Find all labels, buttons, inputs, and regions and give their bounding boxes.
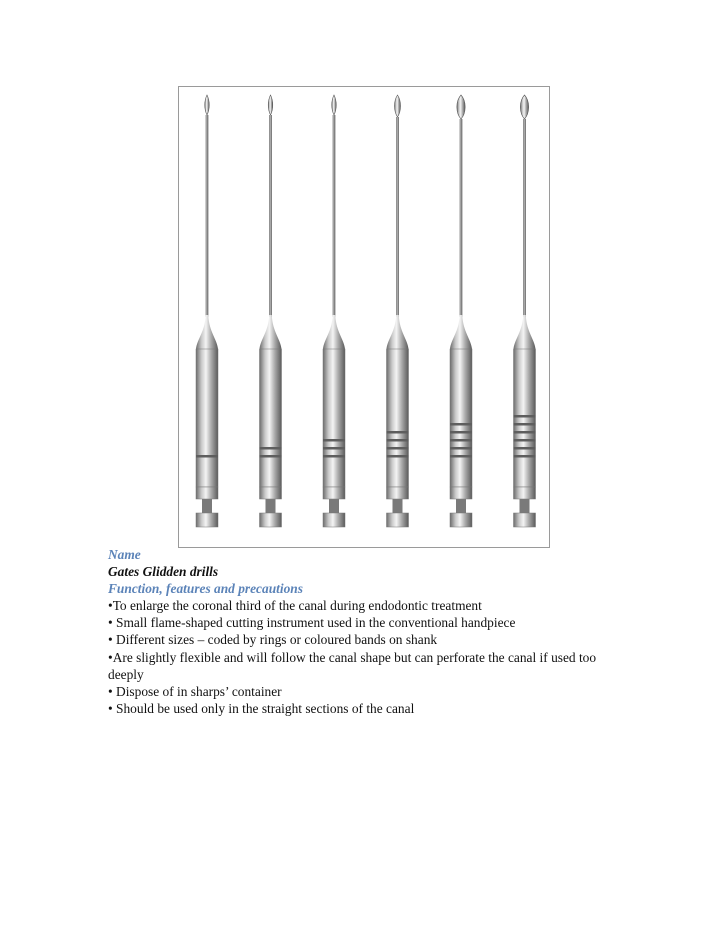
drill-shaft <box>396 117 399 317</box>
drill-taper <box>514 315 536 349</box>
drill-head <box>268 95 273 115</box>
drill-head <box>395 95 401 117</box>
drill <box>450 95 472 527</box>
drill-taper <box>450 315 472 349</box>
drill-taper <box>196 315 218 349</box>
bullet-item: • Different sizes – coded by rings or coloured bands on shank <box>108 632 438 648</box>
drill-end <box>450 513 472 527</box>
drill-ring <box>196 455 218 458</box>
drill-ring <box>514 415 536 418</box>
drill-latch <box>196 487 218 499</box>
drill-ring <box>323 447 345 450</box>
drill-latch <box>323 487 345 499</box>
drill-taper <box>387 315 409 349</box>
drill-end <box>260 513 282 527</box>
drill-shank <box>387 349 409 487</box>
drill <box>323 95 345 527</box>
drill-shank <box>450 349 472 487</box>
drill-notch <box>202 499 212 513</box>
drill-ring <box>514 423 536 426</box>
drill-head <box>205 95 210 115</box>
drill-ring <box>514 439 536 442</box>
drill <box>387 95 409 527</box>
drill-shaft <box>206 115 209 317</box>
bullet-item: • Dispose of in sharps’ container <box>108 683 282 699</box>
drill <box>260 95 282 527</box>
drill-shank <box>260 349 282 487</box>
drill-end <box>514 513 536 527</box>
description-text <box>108 546 608 717</box>
drill-notch <box>329 499 339 513</box>
drill-shank <box>514 349 536 487</box>
drill-end <box>387 513 409 527</box>
drill-ring <box>450 431 472 434</box>
drill <box>514 95 536 527</box>
drill-ring <box>450 447 472 450</box>
drill-latch <box>387 487 409 499</box>
drill-head <box>457 95 465 119</box>
drill-ring <box>450 455 472 458</box>
drill-ring <box>514 431 536 434</box>
drill-shank <box>196 349 218 487</box>
drill-ring <box>323 455 345 458</box>
drill-ring <box>450 423 472 426</box>
drill-shaft <box>333 115 336 317</box>
bullet-item: •Are slightly flexible and will follow the canal shape but can perforate the canal if used too deeply <box>108 649 597 682</box>
drill-ring <box>260 447 282 450</box>
function-label: Function, features and precautions <box>108 581 303 597</box>
drill-ring <box>387 455 409 458</box>
drill-notch <box>266 499 276 513</box>
drill-ring <box>387 447 409 450</box>
drill-shank <box>323 349 345 487</box>
drill-notch <box>456 499 466 513</box>
drill-ring <box>387 431 409 434</box>
drill-end <box>196 513 218 527</box>
instrument-name: Gates Glidden drills <box>108 564 219 580</box>
drill-notch <box>393 499 403 513</box>
drill <box>196 95 218 527</box>
drill-taper <box>260 315 282 349</box>
drill-latch <box>450 487 472 499</box>
drill-taper <box>323 315 345 349</box>
drills-illustration <box>179 87 551 549</box>
bullet-item: • Should be used only in the straight sections of the canal <box>108 700 415 716</box>
drill-ring <box>514 447 536 450</box>
drill-ring <box>260 455 282 458</box>
drill-shaft <box>523 119 526 317</box>
bullet-item: • Small flame-shaped cutting instrument used in the conventional handpiece <box>108 615 516 631</box>
bullet-item: •To enlarge the coronal third of the canal during endodontic treatment <box>108 598 482 614</box>
drill-head <box>332 95 337 115</box>
name-label: Name <box>108 547 141 562</box>
drill-end <box>323 513 345 527</box>
drill-shaft <box>269 115 272 317</box>
drill-latch <box>260 487 282 499</box>
drill-ring <box>514 455 536 458</box>
drill-ring <box>450 439 472 442</box>
drill-ring <box>387 439 409 442</box>
drills-photo <box>178 86 550 548</box>
drill-head <box>520 95 528 119</box>
drill-shaft <box>460 119 463 317</box>
drill-latch <box>514 487 536 499</box>
drill-notch <box>520 499 530 513</box>
drill-ring <box>323 439 345 442</box>
